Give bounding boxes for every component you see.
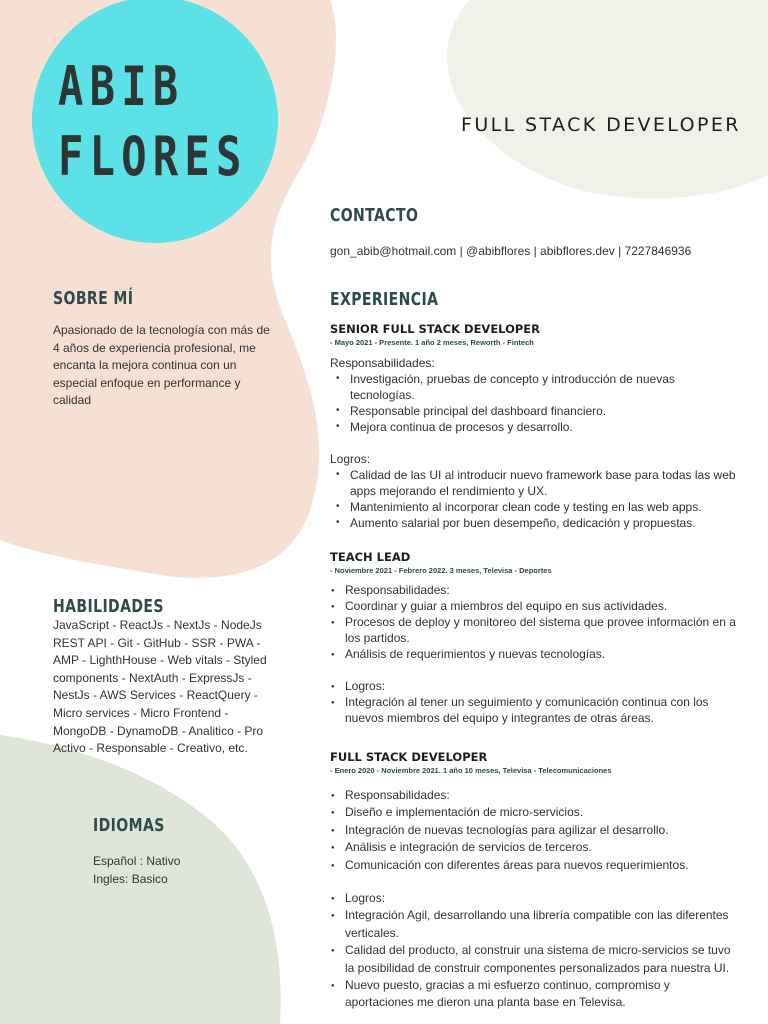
list-item: ● Diseño e implementación de micro-servicios. <box>330 804 740 821</box>
job-title: SENIOR FULL STACK DEVELOPER <box>330 322 541 336</box>
languages-list <box>93 852 180 888</box>
skills-heading: HABILIDADES <box>53 596 164 617</box>
contact-line: gon_abib@hotmail.com | @abibflores | abibflores.dev | 7227846936 <box>330 244 692 258</box>
job-role: FULL STACK DEVELOPER <box>461 114 741 136</box>
responsibilities-label: Responsabilidades: <box>330 356 435 370</box>
about-heading: SOBRE MÍ <box>53 288 134 309</box>
list-item: ● Calidad del producto, al construir una sistema de micro-servicios se tuvo la posibilidad de construir componentes personalizados para nuestra UI. <box>330 942 740 977</box>
responsibilities-list <box>330 787 740 874</box>
list-item: • Responsable principal del dashboard financiero. <box>330 403 740 419</box>
list-item: • Investigación, pruebas de concepto y introducción de nuevas tecnologías. <box>330 371 740 403</box>
achievements-list <box>330 467 740 531</box>
responsibilities-list <box>330 371 740 435</box>
list-item: ● Responsabilidades: <box>330 787 740 804</box>
skills-text: JavaScript - ReactJs - NextJs - NodeJs REST API - Git - GitHub - SSR - PWA - AMP - LighthHouse - Web vitals - Styled components - NextAuth - ExpressJs - NestJs - AWS Services - ReactQuery - Micro services - Micro Frontend - MongoDB - DynamoDB - Analitico - Pro Activo - Responsable - Creativo, etc. <box>53 618 267 756</box>
job-meta: - Noviembre 2021 - Febrero 2022. 3 meses, Televisa - Deportes <box>330 566 552 575</box>
job-fullstack <box>330 750 740 1012</box>
achievements-label: Logros: <box>330 452 371 466</box>
name-last: FLORES <box>58 125 248 188</box>
candidate-name <box>58 52 248 192</box>
language-item: Ingles: Basico <box>93 872 168 886</box>
list-item: ● Comunicación con diferentes áreas para nuevos requerimientos. <box>330 857 740 874</box>
cream-blob <box>447 0 768 198</box>
list-item: • Mejora continua de procesos y desarrollo. <box>330 419 740 435</box>
job-title: FULL STACK DEVELOPER <box>330 750 488 764</box>
list-item: ● Logros: <box>330 678 740 694</box>
achievements-list <box>330 890 740 1012</box>
list-item: ● Procesos de deploy y monitoreo del sistema que provee información en a los partidos. <box>330 614 740 646</box>
list-item: ● Análisis de requerimientos y nuevas tecnologías. <box>330 646 740 662</box>
job-title: TEACH LEAD <box>330 550 411 564</box>
list-item: ● Integración al tener un seguimiento y comunicación continua con los nuevos miembros del equipo y integrantes de otras áreas. <box>330 694 740 726</box>
list-item: ● Integración de nuevas tecnologías para agilizar el desarrollo. <box>330 822 740 839</box>
list-item: • Calidad de las UI al introducir nuevo framework base para todas las web apps mejorando el rendimiento y UX. <box>330 467 740 499</box>
list-item: • Aumento salarial por buen desempeño, dedicación y propuestas. <box>330 515 740 531</box>
list-item: ● Integración Agil, desarrollando una librería compatible con las diferentes verticales. <box>330 907 740 942</box>
job-meta: - Mayo 2021 - Presente. 1 año 2 meses, Reworth - Fintech <box>330 338 534 347</box>
list-item: ● Nuevo puesto, gracias a mi esfuerzo continuo, compromiso y aportaciones me dieron una planta base en Televisa. <box>330 977 740 1012</box>
responsibilities-list <box>330 582 740 662</box>
job-tech-lead <box>330 550 740 726</box>
contact-heading: CONTACTO <box>330 205 419 226</box>
languages-heading: IDIOMAS <box>93 815 165 836</box>
job-meta: - Enero 2020 - Noviembre 2021. 1 año 10 meses, Televisa - Telecomunicaciones <box>330 766 612 775</box>
list-item: ● Análisis e integración de servicios de terceros. <box>330 839 740 856</box>
experience-heading: EXPERIENCIA <box>330 289 439 310</box>
language-item: Español : Nativo <box>93 854 181 868</box>
about-text: Apasionado de la tecnología con más de 4 años de experiencia profesional, me encanta la mejora continua con un especial enfoque en performance y calidad <box>53 323 270 407</box>
list-item: ● Responsabilidades: <box>330 582 740 598</box>
name-first: ABIB <box>58 55 185 118</box>
list-item: ● Logros: <box>330 890 740 907</box>
job-senior-fullstack <box>330 322 740 531</box>
list-item: • Mantenimiento al incorporar clean code y testing en las web apps. <box>330 499 740 515</box>
achievements-list <box>330 678 740 726</box>
list-item: ● Coordinar y guiar a miembros del equipo en sus actividades. <box>330 598 740 614</box>
